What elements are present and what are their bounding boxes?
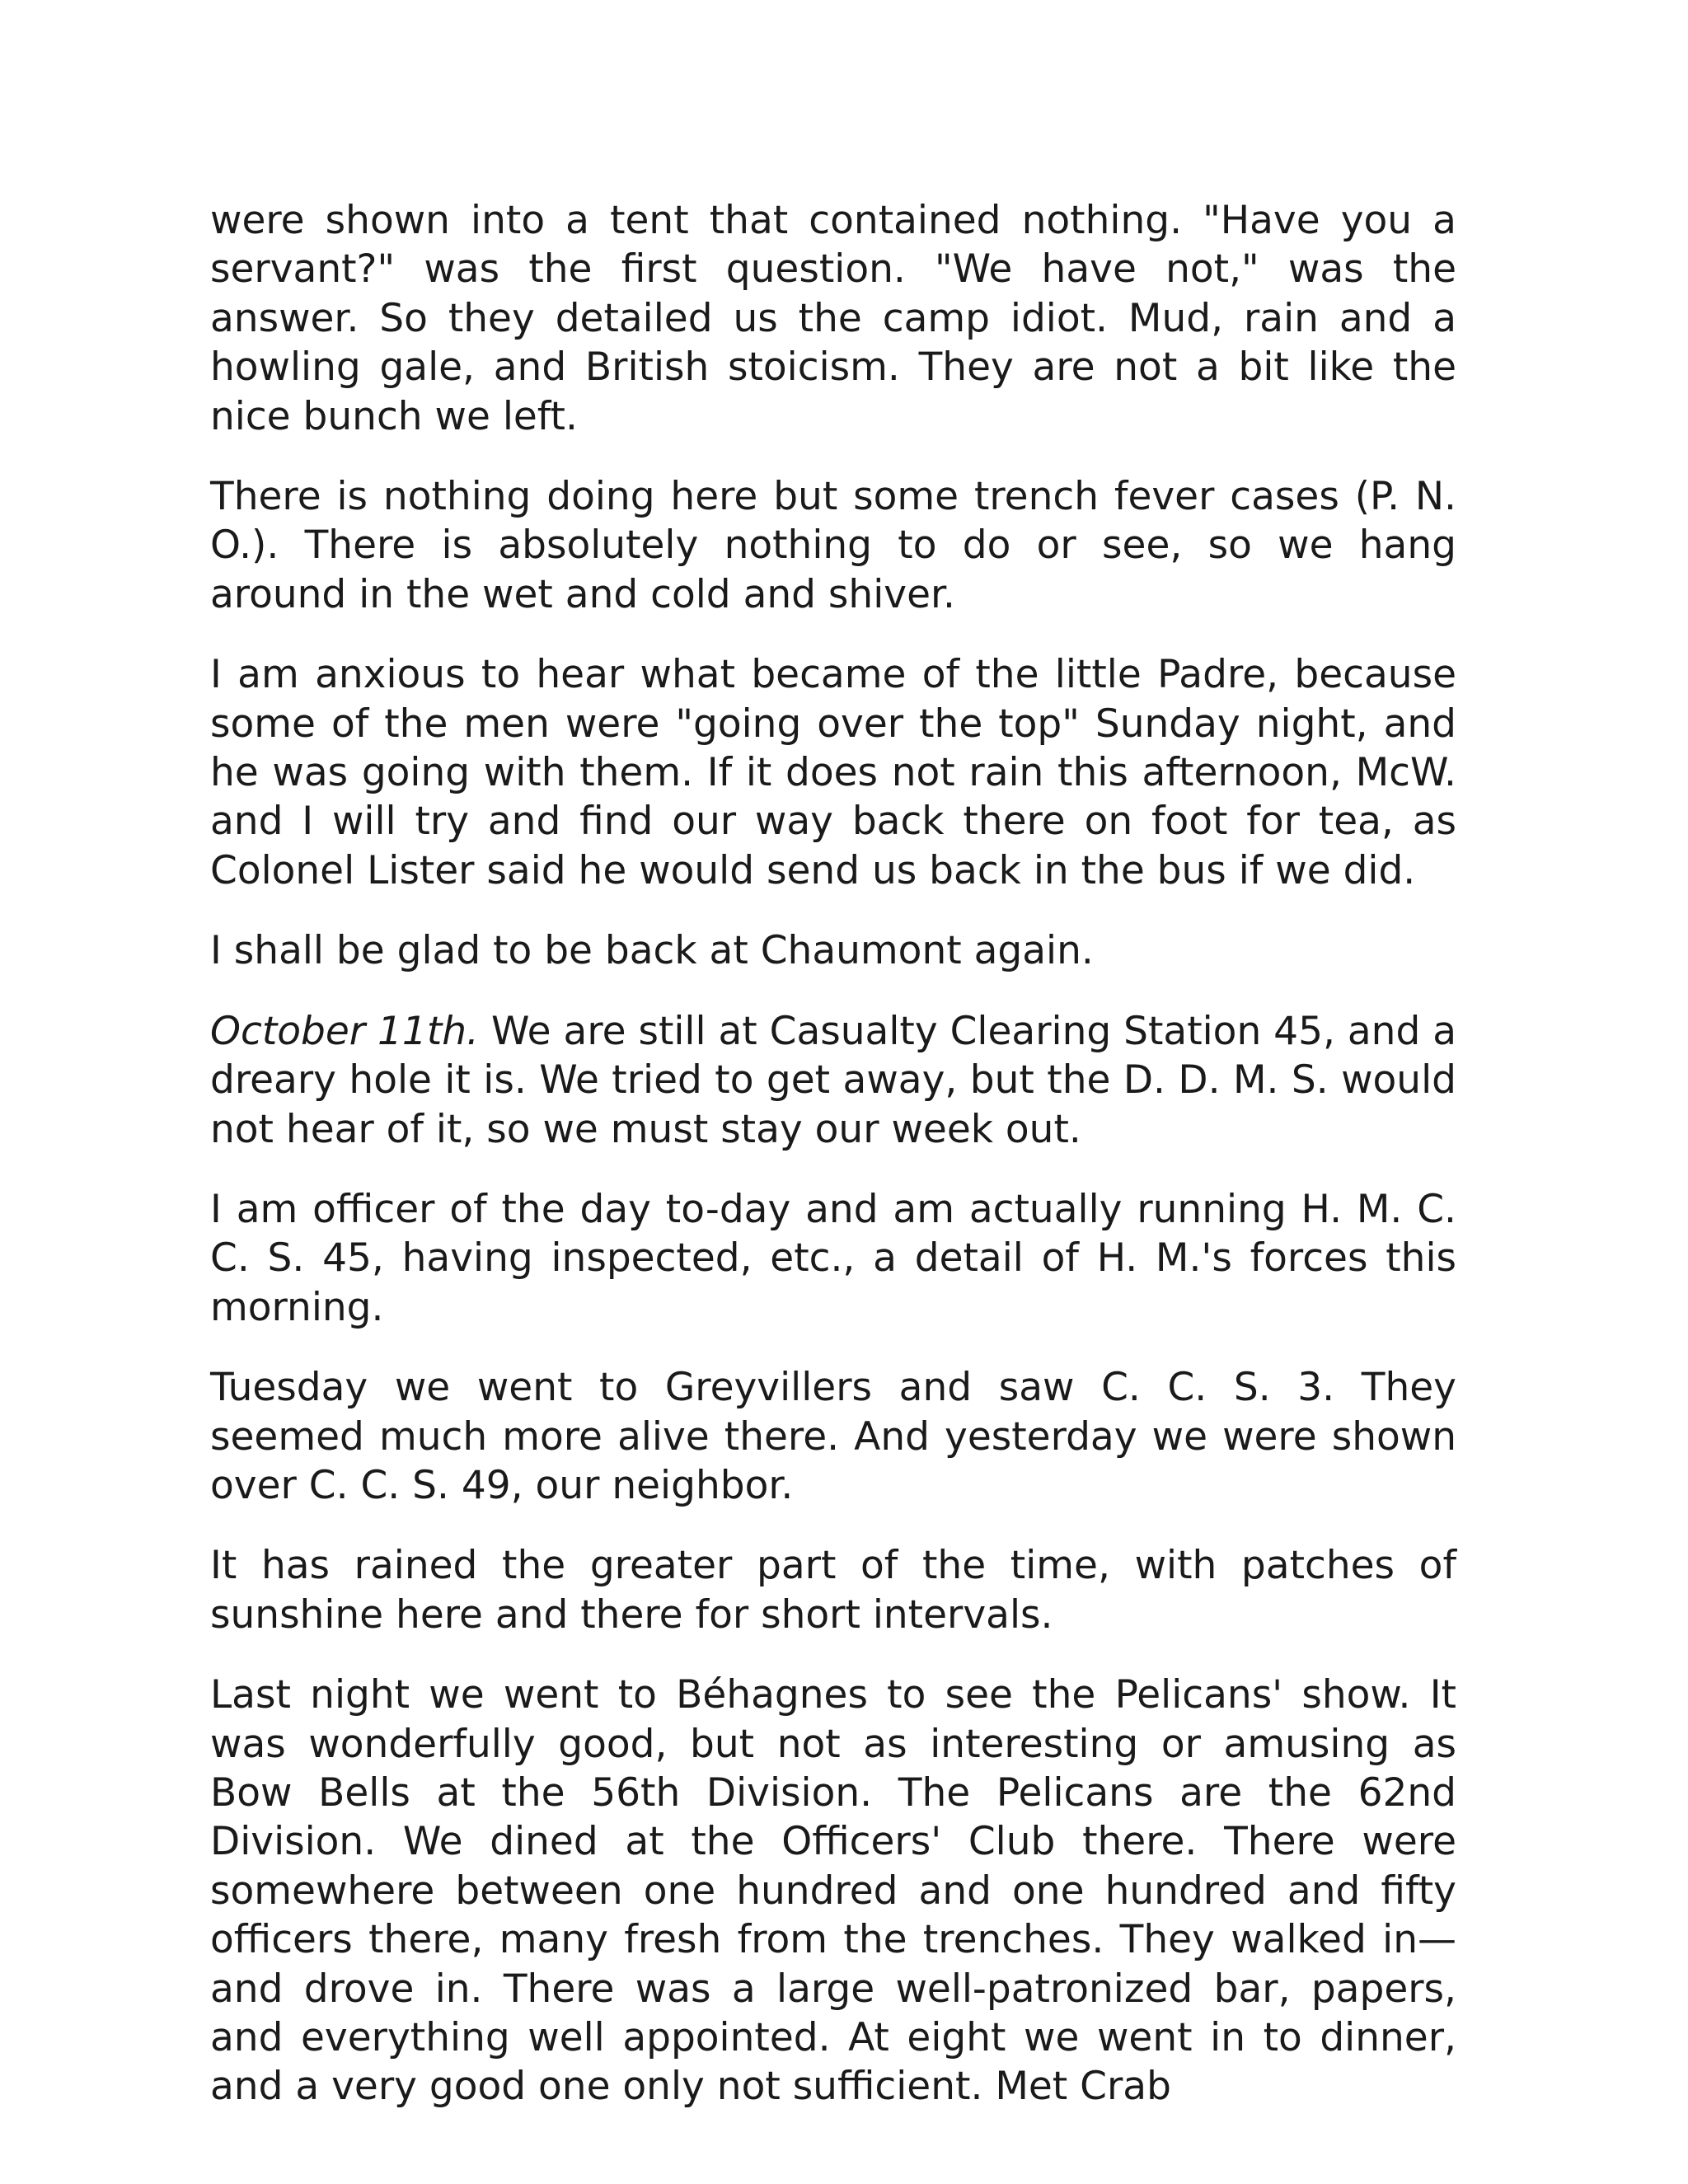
- paragraph-1: [210, 196, 1456, 441]
- paragraph-4: [210, 926, 1456, 975]
- paragraph-5: [210, 1007, 1456, 1154]
- paragraph-text: Tuesday we went to Greyvillers and saw C. C. S. 3. They seemed much more alive there. And yesterday we were shown over C. C. S. 49, our neighbor.: [210, 1365, 1456, 1508]
- paragraph-8: [210, 1541, 1456, 1639]
- paragraph-text: There is nothing doing here but some trench fever cases (P. N. O.). There is absolutely nothing to do or see, so we hang around in the wet and cold and shiver.: [210, 474, 1456, 617]
- paragraph-6: [210, 1185, 1456, 1332]
- paragraph-3: [210, 650, 1456, 895]
- entry-date: October 11th.: [210, 1008, 479, 1054]
- paragraph-text: We are still at Casualty Clearing Station 45, and a dreary hole it is. We tried to get away, but the D. D. M. S. would not hear of it, so we must stay our week out.: [210, 1008, 1457, 1152]
- paragraph-9: [210, 1671, 1456, 2111]
- paragraph-2: [210, 472, 1456, 619]
- paragraph-text: were shown into a tent that contained nothing. "Have you a servant?" was the first question. "We have not," was the answer. So they detailed us the camp idiot. Mud, rain and a howling gale, and British stoicism. They are not a bit like the nice bunch we left.: [210, 198, 1456, 439]
- document-page: [210, 196, 1456, 2143]
- paragraph-text: I am anxious to hear what became of the little Padre, because some of the men were "going over the top" Sunday night, and he was going with them. If it does not rain this afternoon, McW. and I will try and find our way back there on foot for tea, as Colonel Lister said he would send us back in the bus if we did.: [210, 652, 1456, 893]
- paragraph-text: Last night we went to Béhagnes to see the Pelicans' show. It was wonderfully good, but not as interesting or amusing as Bow Bells at the 56th Division. The Pelicans are the 62nd Division. We dined at the Officers' Club there. There were somewhere between one hundred and one hundred and fifty officers there, many fresh from the trenches. They walked in—and drove in. There was a large well-patronized bar, papers, and everything well appointed. At eight we went in to dinner, and a very good one only not sufficient. Met Crab: [210, 1672, 1456, 2110]
- paragraph-text: I shall be glad to be back at Chaumont again.: [210, 928, 1094, 974]
- paragraph-7: [210, 1363, 1456, 1510]
- paragraph-text: I am officer of the day to-day and am actually running H. M. C. C. S. 45, having inspected, etc., a detail of H. M.'s forces this morning.: [210, 1186, 1456, 1330]
- paragraph-text: It has rained the greater part of the time, with patches of sunshine here and there for short intervals.: [210, 1543, 1456, 1638]
